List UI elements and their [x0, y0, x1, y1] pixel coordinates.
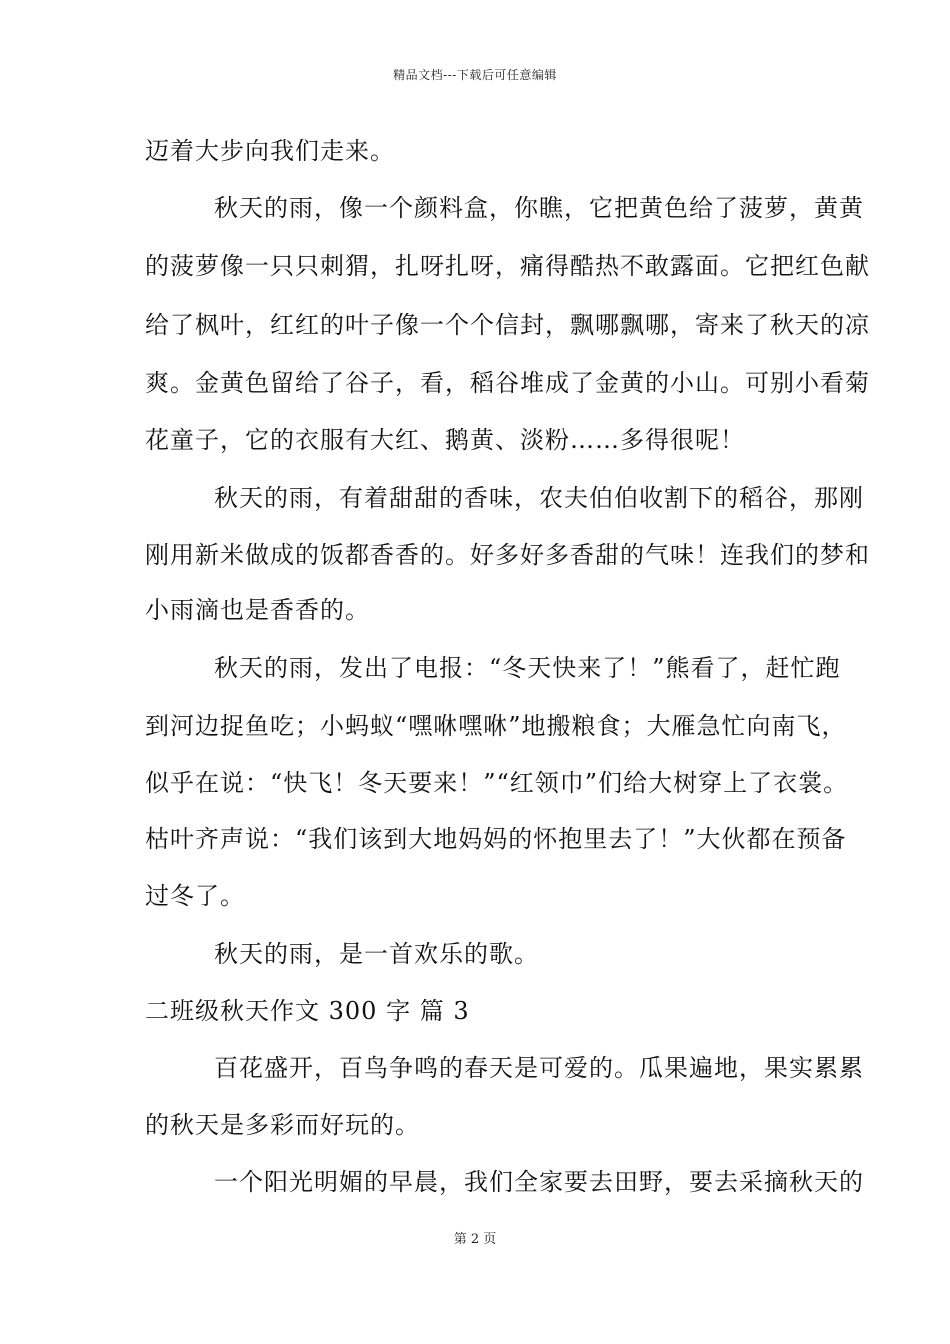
- text-line: 爽。金黄色留给了谷子，看，稻谷堆成了金黄的小山。可别小看菊: [145, 369, 870, 397]
- text-line: 秋天的雨，像一个颜料盒，你瞧，它把黄色给了菠萝，黄黄: [214, 194, 864, 222]
- text-line: 一个阳光明媚的早晨，我们全家要去田野，要去采摘秋天的: [214, 1168, 864, 1196]
- text-line: 秋天的雨，有着甜甜的香味，农夫伯伯收割下的稻谷，那刚: [214, 484, 864, 512]
- text-line: 的秋天是多彩而好玩的。: [145, 1111, 420, 1139]
- text-line: 花童子，它的衣服有大红、鹅黄、淡粉……多得很呢！: [145, 426, 745, 454]
- text-line: 枯叶齐声说：“我们该到大地妈妈的怀抱里去了！”大伙都在预备: [145, 825, 847, 853]
- text-line: 刚用新米做成的饭都香香的。好多好多香甜的气味！连我们的梦和: [145, 541, 870, 569]
- page-header: 精品文档---下载后可任意编辑: [393, 68, 557, 82]
- text-line: 秋天的雨，是一首欢乐的歌。: [214, 940, 539, 968]
- text-line: 的菠萝像一只只刺猬，扎呀扎呀，痛得酷热不敢露面。它把红色献: [145, 252, 870, 280]
- section-heading: 二班级秋天作文 300 字 篇 3: [145, 997, 470, 1025]
- text-line: 小雨滴也是香香的。: [145, 596, 370, 624]
- page-number: 第 2 页: [453, 1232, 497, 1247]
- text-line: 迈着大步向我们走来。: [145, 137, 395, 165]
- text-line: 百花盛开，百鸟争鸣的春天是可爱的。瓜果遍地，果实累累: [214, 1054, 864, 1082]
- text-line: 给了枫叶，红红的叶子像一个个信封，飘哪飘哪，寄来了秋天的凉: [145, 311, 870, 339]
- text-line: 到河边捉鱼吃；小蚂蚁“嘿咻嘿咻”地搬粮食；大雁急忙向南飞，: [145, 712, 847, 740]
- text-line: 过冬了。: [145, 882, 245, 910]
- text-line: 似乎在说：“快飞！冬天要来！”“红领巾”们给大树穿上了衣裳。: [145, 769, 849, 797]
- text-line: 秋天的雨，发出了电报：“冬天快来了！”熊看了，赶忙跑: [214, 654, 841, 682]
